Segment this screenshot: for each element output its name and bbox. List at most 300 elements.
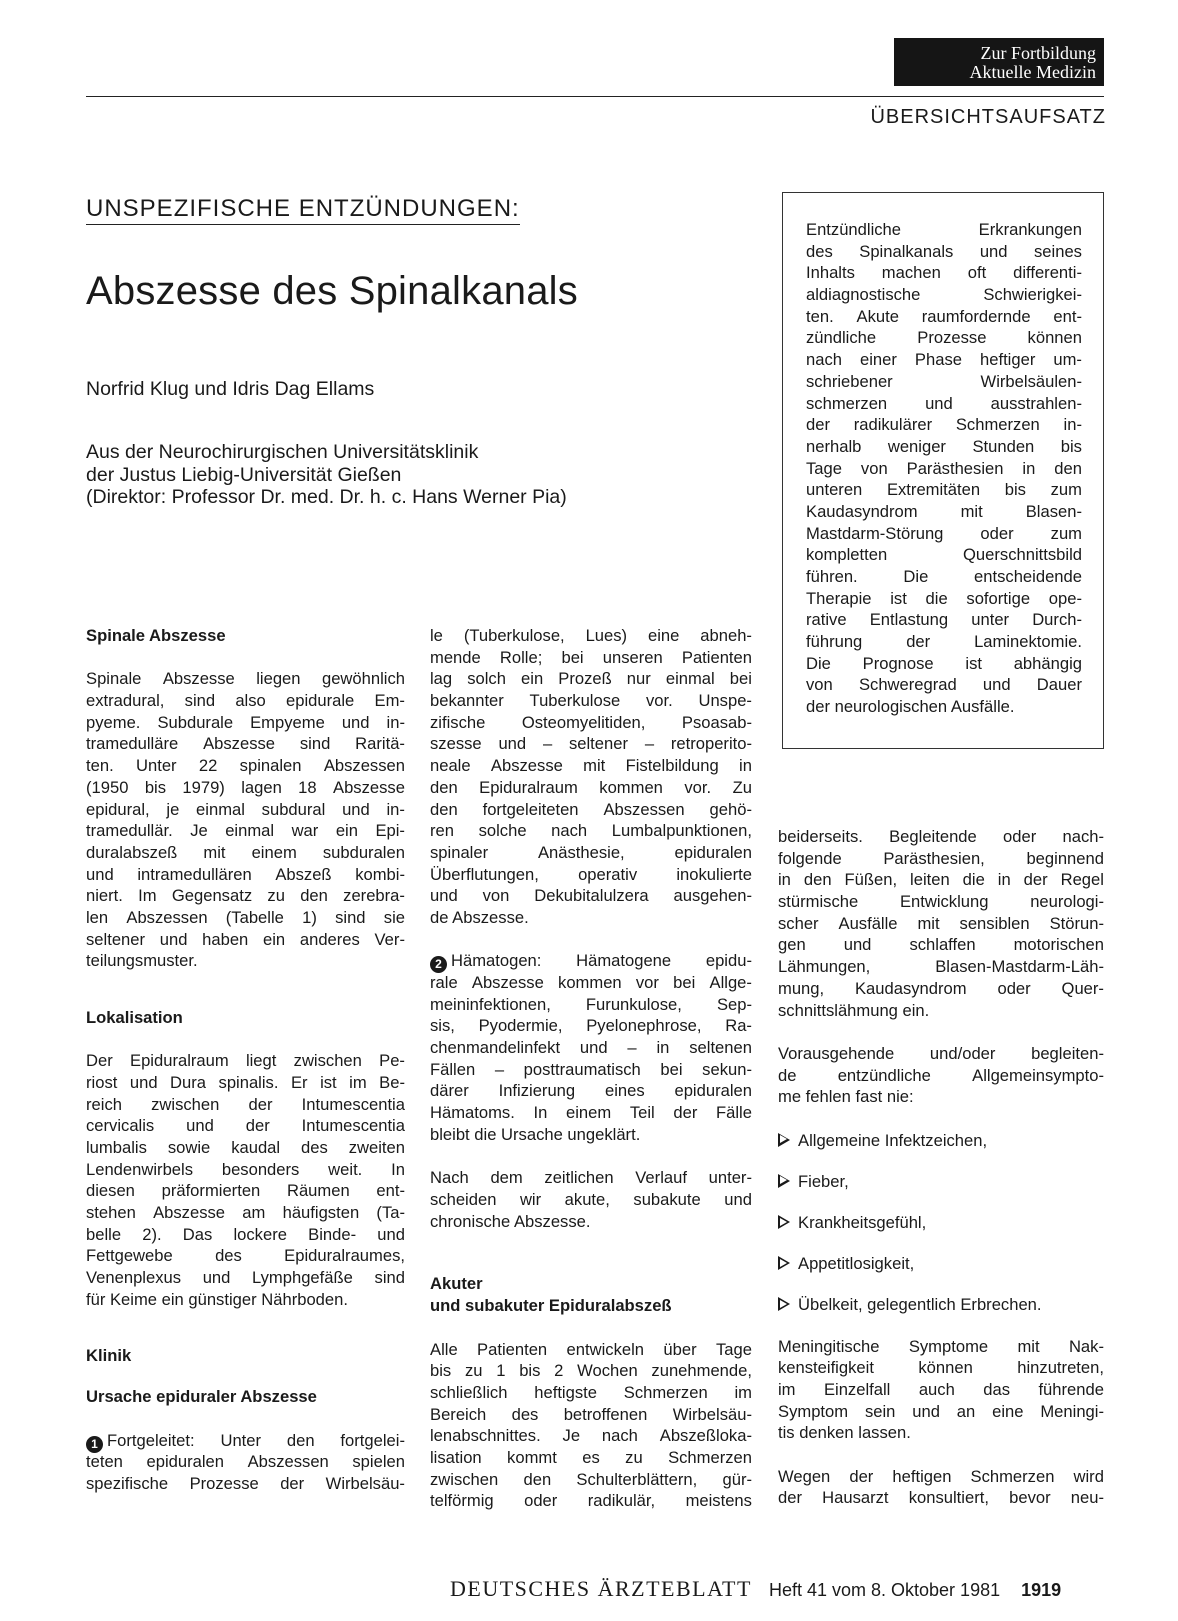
word: oder [997, 978, 1031, 998]
word: Venenplexus [86, 1268, 182, 1287]
word: und [843, 935, 872, 955]
article-kicker: UNSPEZIFISCHE ENTZÜNDUNGEN: [86, 196, 520, 225]
word: Prozeß [558, 669, 612, 689]
word: Wirbelsäu- [672, 1404, 752, 1424]
word: beiderseits. [778, 827, 863, 846]
word: der [778, 1488, 802, 1508]
word: seltenen [689, 1038, 752, 1058]
text-line [806, 219, 1082, 241]
spacer [430, 1317, 752, 1339]
text-line [778, 826, 1104, 848]
text-line [430, 1490, 752, 1512]
word: spielen [352, 1452, 405, 1472]
word: posttraumatisch [523, 1059, 641, 1079]
word: Hämatogene [576, 951, 672, 971]
word: rale [430, 973, 458, 992]
word: Gegensatz [171, 886, 253, 906]
word: wird [1073, 1466, 1104, 1486]
word: gewöhnlich [321, 669, 405, 689]
word: ent- [1053, 306, 1082, 326]
text-line [806, 674, 1082, 696]
word: bis [1004, 480, 1026, 500]
bullet-item: Allgemeine Infektzeichen, [778, 1130, 1104, 1152]
word: Prozesse [917, 328, 987, 348]
text-line [86, 1180, 405, 1202]
word: zwischen [293, 1051, 362, 1071]
word: anderes [299, 929, 360, 949]
word: de [778, 1065, 797, 1085]
word: Extremitäten [886, 480, 981, 500]
word: dem [490, 1168, 523, 1188]
word: inokulierte [676, 864, 752, 884]
word: kombi- [355, 864, 405, 884]
word: Prozesse [189, 1474, 259, 1494]
word: Quer- [1061, 978, 1104, 998]
word: 1 Fortgeleitet: [86, 1430, 195, 1452]
word: zum [1050, 523, 1082, 543]
word: und [86, 864, 114, 884]
word: war [291, 821, 319, 841]
text-line [806, 588, 1082, 610]
text-line [86, 1202, 405, 1224]
word: Spinale [86, 669, 142, 689]
text-line [778, 891, 1104, 913]
word: um- [1053, 350, 1082, 370]
word: Intumescentia [301, 1116, 405, 1136]
text-line [86, 712, 405, 734]
word: und [498, 734, 527, 754]
issue-info: Heft 41 vom 8. Oktober 1981 [768, 1580, 1001, 1600]
bullet-item: Krankheitsgefühl, [778, 1212, 1104, 1234]
word: bei [561, 647, 584, 667]
text-line [86, 777, 405, 799]
word: Zu [732, 777, 752, 797]
word: kommen [599, 777, 663, 797]
word: besonders [221, 1159, 300, 1179]
word: meistens [685, 1491, 752, 1511]
word: Fistelbildung [625, 756, 719, 776]
text-line [86, 1224, 405, 1246]
word: lenabschnittes. [430, 1426, 541, 1446]
text-line [86, 733, 405, 755]
word: schließlich [430, 1382, 508, 1402]
word: mit [583, 756, 606, 776]
text-line [430, 625, 752, 647]
word: Abszesse [471, 973, 544, 992]
word: im [778, 1380, 796, 1400]
word: Laminektomie. [974, 632, 1082, 652]
word: häufigsten [282, 1202, 360, 1222]
word: Abszessen [247, 1452, 329, 1472]
text-line [806, 306, 1082, 328]
word: stehen [86, 1202, 136, 1222]
word: Schmerzen [955, 415, 1040, 435]
affiliation-line: Aus der Neurochirurgischen Universitätsklinik [86, 441, 479, 463]
word: 1979) [182, 777, 225, 797]
word: und [129, 1072, 158, 1092]
word: Fälle [715, 1103, 752, 1123]
text-line [86, 929, 405, 951]
word: den [430, 799, 458, 819]
text-line [86, 1267, 405, 1289]
word: Wochen [577, 1361, 638, 1381]
word: bei [729, 669, 752, 689]
word: Verlauf [635, 1168, 687, 1188]
triangle-bullet-icon [778, 1174, 790, 1188]
word: und [912, 1401, 940, 1421]
word: lagen [241, 777, 282, 797]
word: einem [251, 842, 297, 862]
word: retroperito- [670, 734, 752, 754]
word: Allge- [709, 973, 752, 992]
word: Phase [914, 350, 962, 370]
word: Nak- [1068, 1336, 1104, 1356]
word: und [186, 1116, 214, 1136]
badge-line-2: Aktuelle Medizin [969, 62, 1096, 82]
triangle-bullet-icon [778, 1256, 790, 1270]
word: – [542, 734, 553, 754]
affiliation-line: der Justus Liebig-Universität Gießen [86, 463, 402, 486]
word: und/oder [929, 1043, 996, 1063]
spacer [86, 1028, 405, 1050]
word: eine [992, 1401, 1024, 1421]
spacer [430, 1232, 752, 1273]
text-line [778, 848, 1104, 870]
word: in [656, 1038, 670, 1058]
word: ein [521, 669, 544, 689]
word: Blasen- [1025, 501, 1082, 521]
bullet-item: Appetitlosigkeit, [778, 1253, 1104, 1275]
text-line [430, 799, 752, 821]
word: mit [1017, 1336, 1040, 1356]
text-line [430, 1080, 752, 1102]
word: Psoasab- [681, 712, 752, 732]
text-line: me fehlen fast nie: [778, 1087, 914, 1107]
text-column-1 [86, 625, 405, 1495]
word: einmal [225, 821, 275, 841]
text-line [430, 690, 752, 712]
word: sind [335, 907, 366, 927]
text-line [86, 842, 405, 864]
spacer [86, 972, 405, 1007]
word: des [215, 1246, 242, 1266]
word: neurologi- [1030, 892, 1104, 912]
word: Ausfälle [838, 913, 898, 933]
word: akute, [564, 1189, 610, 1209]
word: lockere [233, 1224, 287, 1244]
word: heftiger [980, 350, 1036, 370]
word: und [342, 799, 370, 819]
word: In [533, 1103, 548, 1123]
word: und [982, 675, 1011, 695]
text-line [806, 371, 1082, 393]
number-badge: 1 [86, 1436, 103, 1453]
text-line [806, 327, 1082, 349]
word: Mastdarm-Störung [806, 523, 944, 543]
word: rative [806, 610, 847, 630]
text-line: chronische Abszesse. [430, 1211, 591, 1231]
word: oft [967, 263, 987, 283]
word: Regel [1060, 870, 1104, 890]
word: bis [144, 777, 167, 797]
word: Abszessen [126, 907, 208, 927]
word: können [918, 1358, 973, 1378]
word: und [377, 1224, 405, 1244]
word: Abszeßloka- [659, 1426, 752, 1446]
word: Raritä- [355, 734, 405, 754]
word: cervicalis [86, 1116, 155, 1136]
text-line [430, 1447, 752, 1469]
word: diesen [86, 1181, 135, 1201]
word: Dauer [1036, 675, 1082, 695]
text-line [86, 1159, 405, 1181]
word: neale [430, 756, 471, 776]
word: seltener [86, 929, 146, 949]
word: epiduralen [674, 842, 752, 862]
word: Abszesse [490, 756, 563, 776]
word: Rolle; [499, 647, 543, 667]
numbered-line [430, 950, 752, 972]
text-line [430, 1382, 752, 1404]
word: den [430, 777, 458, 797]
text-line [86, 1451, 405, 1473]
word: und [925, 393, 953, 413]
word: Subdurale [157, 712, 234, 732]
word: Furunkulose, [585, 994, 682, 1014]
word: eine [648, 626, 680, 645]
word: hinzutreten, [1017, 1358, 1104, 1378]
word: Epiduralraumes, [284, 1246, 405, 1266]
text-line [430, 1469, 752, 1491]
word: extradural, [86, 691, 165, 711]
text-line [806, 609, 1082, 631]
word: der [806, 415, 830, 435]
word: nach [551, 821, 588, 841]
text-line [806, 501, 1082, 523]
word: Inhalts [806, 263, 855, 283]
word: 2 [554, 1361, 564, 1381]
word: der [1023, 870, 1048, 890]
spacer [778, 1021, 1104, 1043]
word: beginnend [1026, 848, 1104, 868]
bullet-item: Fieber, [778, 1171, 1104, 1193]
word: und [202, 1268, 231, 1287]
word: ein [263, 929, 286, 949]
header-rule [86, 96, 1104, 97]
text-line [86, 668, 405, 690]
word: Die [806, 653, 831, 673]
word: Ra- [725, 1016, 752, 1036]
spacer [778, 1316, 1104, 1336]
word: Lymphgefäße [252, 1268, 353, 1287]
text-column-2 [430, 625, 752, 1512]
text-line [430, 1167, 752, 1189]
text-line [778, 934, 1104, 956]
text-line [778, 1379, 1104, 1401]
spacer [86, 647, 405, 669]
word: epiduralen [674, 1081, 752, 1101]
word: (Tabelle [225, 907, 284, 927]
word: bis [519, 1361, 541, 1381]
word: meininfektionen, [430, 994, 551, 1014]
word: tramedullär. [86, 821, 173, 841]
word: radikulärer [853, 415, 933, 435]
word: ein [335, 821, 358, 841]
word: epiduralen [146, 1452, 225, 1472]
triangle-bullet-icon [778, 1215, 790, 1229]
word: Schweregrad [858, 675, 957, 695]
article-title: Abszesse des Spinalkanals [86, 269, 578, 313]
word: Fällen [430, 1059, 476, 1079]
word: seltener [568, 734, 629, 754]
word: motorischen [1013, 935, 1104, 955]
spacer [778, 1444, 1104, 1466]
word: Osteomyelitiden, [521, 712, 646, 732]
word: liegen [256, 669, 301, 689]
word: und [979, 241, 1008, 261]
word: subdural [261, 799, 326, 819]
word: Stunden [972, 436, 1035, 456]
article-authors: Norfrid Klug und Idris Dag Ellams [86, 378, 375, 400]
text-line [778, 1357, 1104, 1379]
word: an [956, 1401, 976, 1421]
word: Symptome [908, 1336, 989, 1356]
word: der [673, 1103, 698, 1123]
word: sekun- [702, 1059, 752, 1079]
word: därer [430, 1081, 469, 1101]
word: zwischen [430, 1469, 499, 1489]
word: einer [860, 350, 897, 370]
word: (Ta- [376, 1202, 405, 1222]
spacer [778, 1108, 1104, 1130]
word: zu [625, 1448, 643, 1467]
word: zweiten [348, 1137, 405, 1157]
text-line: teilungsmuster. [86, 951, 198, 971]
word: sensiblen [959, 913, 1030, 933]
word: radikulär, [587, 1491, 656, 1511]
word: den [300, 886, 328, 906]
word: – [494, 1059, 505, 1079]
word: Pyodermie, [478, 1016, 563, 1036]
word: können [1027, 328, 1082, 348]
text-line [430, 1037, 752, 1059]
word: 18 [298, 777, 317, 797]
word: chenmandelinfekt [430, 1038, 561, 1058]
text-line [430, 864, 752, 886]
word: Em- [374, 691, 405, 711]
word: In [391, 1159, 405, 1179]
word: zerebra- [343, 886, 405, 906]
spacer [778, 1151, 1104, 1171]
word: operativ [578, 864, 638, 884]
word: ausstrahlen- [990, 393, 1082, 413]
word: Wegen [778, 1466, 831, 1486]
word: Prognose [862, 653, 934, 673]
word: einem [565, 1103, 612, 1123]
word: unseren [602, 647, 663, 667]
word: Ver- [374, 929, 405, 949]
text-line [806, 479, 1082, 501]
word: folgende [778, 848, 842, 868]
word: und [724, 1189, 752, 1209]
section-heading: und subakuter Epiduralabszeß [430, 1296, 672, 1316]
word: raumfordernde [921, 306, 1031, 326]
word: der [849, 1466, 874, 1486]
word: kommt [507, 1448, 557, 1467]
word: Anästhesie, [537, 842, 625, 862]
word: Sep- [716, 994, 752, 1014]
word: epidural, [86, 799, 150, 819]
word: abhängig [1013, 653, 1082, 673]
word: zu [464, 1361, 483, 1381]
text-line [430, 668, 752, 690]
word: Infizierung [498, 1081, 576, 1101]
word: kompletten [806, 545, 888, 565]
word: Schmerzen [668, 1448, 752, 1467]
word: epidurale [286, 691, 355, 711]
word: in- [386, 799, 405, 819]
word: ent- [376, 1181, 405, 1201]
text-line [778, 1466, 1104, 1488]
word: Tuberkulose [529, 691, 621, 711]
word: Parästhesien, [883, 848, 985, 868]
word: zunehmende, [651, 1361, 752, 1381]
word: Lähmungen, [778, 957, 871, 977]
text-line [430, 994, 752, 1016]
word: Er [290, 1072, 308, 1092]
text-line [86, 907, 405, 929]
word: Blasen-Mastdarm-Läh- [935, 957, 1104, 977]
spacer [430, 1146, 752, 1168]
word: schmerzen [806, 393, 888, 413]
word: scheiden [430, 1189, 497, 1209]
word: führen. [806, 567, 858, 586]
word: niert. [86, 886, 123, 906]
word: des [301, 1137, 328, 1157]
word: Lues) [585, 626, 628, 645]
text-line: für Keime ein günstiger Nährboden. [86, 1289, 348, 1309]
word: schlaffen [909, 935, 976, 955]
word: Unter [136, 756, 177, 776]
word: epidu- [705, 951, 752, 971]
word: das [983, 1380, 1010, 1400]
text-line: bleibt die Ursache ungeklärt. [430, 1124, 641, 1144]
word: ten. [806, 306, 834, 326]
word: Symptom [778, 1401, 849, 1421]
word: teten [86, 1452, 123, 1472]
word: auch [918, 1380, 955, 1400]
word: Begleitende [889, 827, 977, 846]
word: (Tuberkulose, [463, 626, 565, 645]
text-line [778, 1043, 1104, 1065]
word: Tage [716, 1339, 752, 1359]
text-line [430, 1102, 752, 1124]
word: abneh- [700, 626, 752, 645]
section-heading: Spinale Abszesse [86, 626, 226, 645]
abstract [806, 219, 1082, 718]
word: präformierten [161, 1181, 261, 1201]
word: Dekubitalulzera [534, 886, 649, 906]
text-line [86, 1094, 405, 1116]
text-line [778, 869, 1104, 891]
word: Be- [379, 1072, 405, 1092]
word: – [644, 734, 655, 754]
spacer [430, 929, 752, 951]
word: zum [1050, 480, 1082, 500]
word: lumbalis [86, 1137, 147, 1157]
word: le [430, 626, 443, 645]
word: Die [903, 567, 929, 586]
